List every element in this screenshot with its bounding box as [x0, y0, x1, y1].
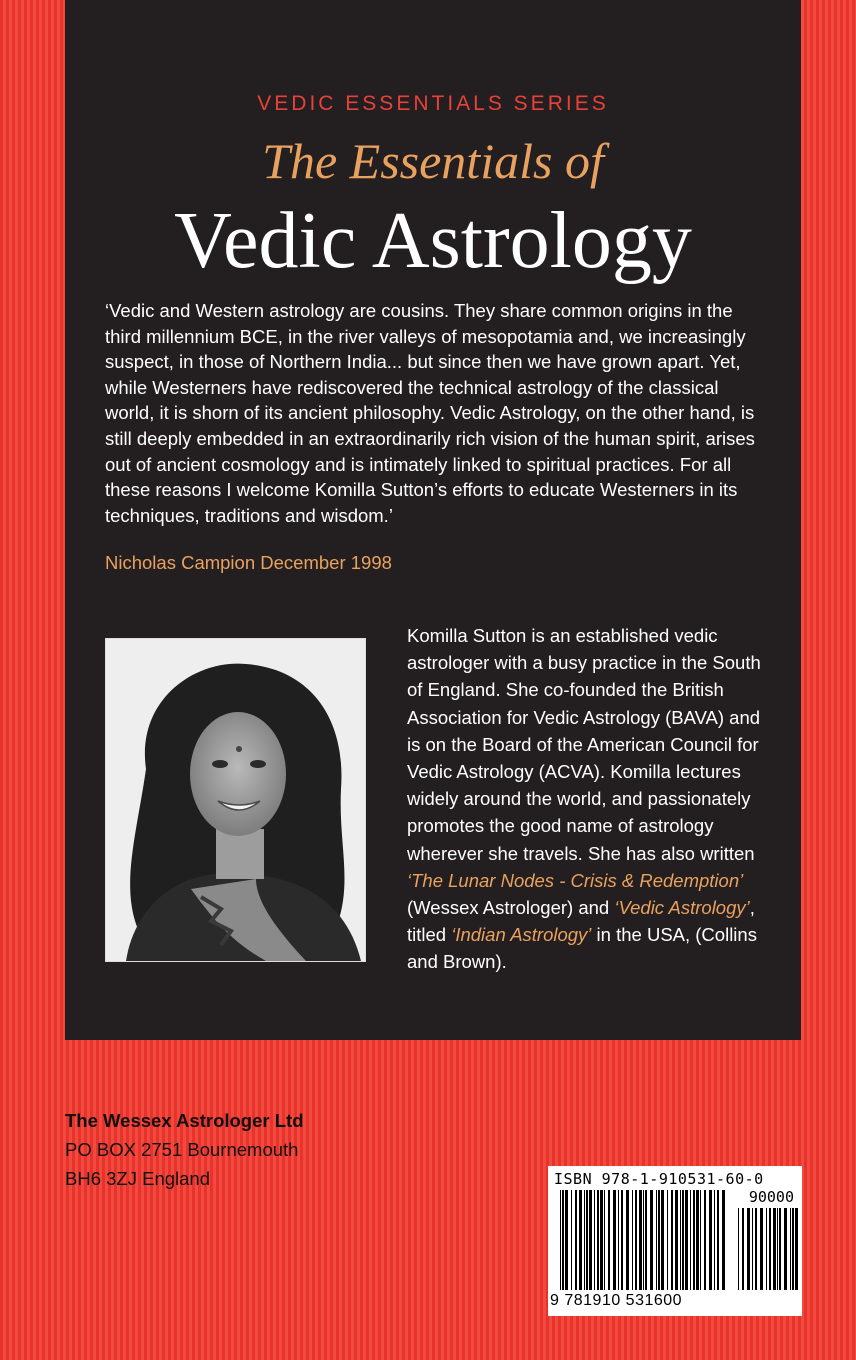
barcode-bar	[575, 1190, 577, 1290]
barcode-bar	[790, 1208, 791, 1290]
barcode-bar	[700, 1190, 701, 1290]
barcode-bar	[769, 1208, 771, 1290]
isbn-barcode	[548, 1166, 802, 1316]
bio-text-4: in the USA, (Collins and Brown).	[407, 924, 757, 973]
bio-text-3: , titled	[407, 897, 755, 946]
barcode-bar	[714, 1190, 715, 1290]
barcode-bar	[777, 1208, 778, 1290]
book-subtitle: The Essentials of	[262, 133, 604, 189]
barcode-bar	[579, 1190, 582, 1290]
barcode-bar	[618, 1190, 619, 1290]
publisher-address-line-1: PO BOX 2751 Bournemouth	[65, 1139, 299, 1160]
barcode-bar	[632, 1190, 633, 1290]
book-title-vedic-astrology: ‘Vedic Astrology’	[614, 897, 750, 919]
quote-attribution: Nicholas Campion December 1998	[105, 552, 392, 573]
barcode-bar	[722, 1190, 725, 1290]
barcode-bar	[690, 1190, 691, 1290]
barcode-bar	[784, 1208, 787, 1290]
barcode-bar	[658, 1190, 660, 1290]
barcode-bar	[635, 1190, 637, 1290]
barcode-bar	[661, 1190, 664, 1290]
book-title-lunar-nodes: ‘The Lunar Nodes - Crisis & Redemption’	[407, 869, 744, 891]
barcode-bar	[639, 1190, 642, 1290]
barcode-bar	[621, 1190, 623, 1290]
barcode-bar	[565, 1190, 568, 1290]
barcode-bar	[792, 1208, 794, 1290]
barcode-bar	[643, 1190, 644, 1290]
price-code: 90000	[748, 1188, 794, 1206]
barcode-bar	[675, 1190, 678, 1290]
barcode-bar	[766, 1208, 767, 1290]
barcode-bar	[704, 1190, 706, 1290]
endorsement-quote: ‘Vedic and Western astrology are cousins. They share common origins in the third millennium BCE, in the river valleys of mesopotamia and, we increasingly suspect, in those of Northern India... but since then we have grown apart. Yet, while Westerners have rediscovered the technical astrology of the classical world, it is shorn of its ancient philosophy. Vedic Astrology, on the other hand, is still deeply embedded in an extraordinarily rich vision of the human spirit, arises out of ancient cosmology and is intimately linked to spiritual practices. For all these reasons I welcome Komilla Sutton’s efforts to educate Westerners in its techniques, traditions and wisdom.’	[105, 300, 755, 526]
ean-number: 9 781910 531600	[550, 1292, 683, 1309]
barcode-bar	[709, 1190, 712, 1290]
barcode-bar	[594, 1190, 595, 1290]
barcode-bar	[755, 1208, 757, 1290]
barcode-bar	[747, 1208, 750, 1290]
barcode-bar	[738, 1208, 739, 1290]
barcode-bar	[650, 1190, 653, 1290]
barcode-bar	[696, 1190, 699, 1290]
barcode-bar	[656, 1190, 657, 1290]
barcode-bar	[586, 1190, 588, 1290]
author-photo	[105, 638, 366, 962]
barcode-bar	[717, 1190, 719, 1290]
publisher-name: The Wessex Astrologer Ltd	[65, 1110, 304, 1131]
author-bio	[407, 622, 767, 976]
publisher-address-line-2: BH6 3ZJ England	[65, 1168, 211, 1189]
barcode-bar	[571, 1190, 572, 1290]
barcode-bar	[773, 1208, 776, 1290]
barcode-bar	[560, 1190, 561, 1290]
barcode-bar	[795, 1208, 798, 1290]
author-portrait-image	[106, 639, 365, 961]
barcode-bar	[600, 1190, 603, 1290]
series-title: VEDIC ESSENTIALS SERIES	[257, 92, 609, 115]
barcode-bar	[682, 1190, 684, 1290]
book-title: Vedic Astrology	[174, 197, 692, 285]
barcode-bar	[645, 1190, 647, 1290]
back-cover-panel	[65, 0, 801, 1040]
barcode-bar	[779, 1208, 781, 1290]
bio-text-1: Komilla Sutton is an established vedic astrologer with a busy practice in the South of England. She co-founded the British Association for Vedic Astrology (BAVA) and is on the Board of the American Council for Vedic Astrology (ACVA). Komilla lectures widely around the world, and passionately promotes the good name of astrology wherever she travels. She has also written	[407, 625, 761, 864]
bio-text-2: (Wessex Astrologer) and	[407, 897, 615, 919]
barcode-bar	[608, 1190, 610, 1290]
barcode-bar	[589, 1190, 592, 1290]
barcode-bar	[742, 1208, 744, 1290]
isbn-label: ISBN 978-1-910531-60-0	[554, 1170, 764, 1188]
barcode-bar	[584, 1190, 585, 1290]
barcode-bar	[752, 1208, 753, 1290]
barcode-bar	[671, 1190, 673, 1290]
barcode-bar	[613, 1190, 616, 1290]
book-title-indian-astrology: ‘Indian Astrology’	[451, 924, 592, 946]
barcode-bar	[685, 1190, 688, 1290]
barcode-bar	[680, 1190, 681, 1290]
barcode-bar	[693, 1190, 695, 1290]
barcode-bar	[626, 1190, 629, 1290]
barcode-bar	[667, 1190, 668, 1290]
barcode-bar	[760, 1208, 763, 1290]
barcode-bar	[597, 1190, 599, 1290]
barcode-bar	[604, 1190, 605, 1290]
barcode-bar	[562, 1190, 564, 1290]
publisher-address	[65, 1106, 304, 1193]
